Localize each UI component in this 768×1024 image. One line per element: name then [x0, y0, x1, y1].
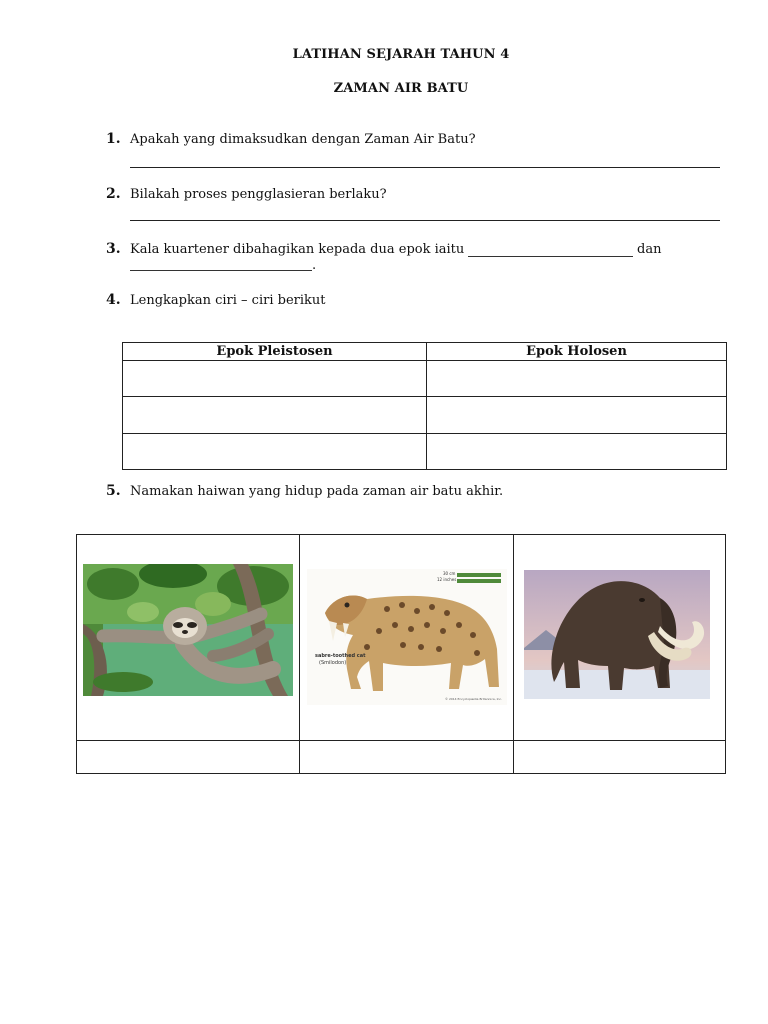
pleistosen-cell-1[interactable]: [123, 361, 427, 397]
worksheet-title: LATIHAN SEJARAH TAHUN 4: [292, 47, 510, 62]
question-4-text: Lengkapkan ciri – ciri berikut: [130, 293, 326, 308]
question-3-conjunction: dan: [637, 242, 662, 257]
question-2-number: 2.: [106, 186, 121, 202]
question-4-number: 4.: [106, 292, 121, 308]
traits-header-row: [123, 343, 727, 361]
question-3-number: 3.: [106, 241, 121, 257]
question-5-text: Namakan haiwan yang hidup pada zaman air batu akhir.: [130, 484, 504, 499]
animal-answer-cell-3[interactable]: [514, 741, 726, 775]
pleistosen-cell-3[interactable]: [123, 434, 427, 470]
cat-credit: © 2014 Encyclopædia Britannica, Inc.: [445, 697, 503, 701]
sabre-toothed-cat-illustration: [307, 569, 507, 705]
answer-line-2[interactable]: [130, 220, 720, 221]
cat-scale-inch: 12 inches: [437, 577, 457, 582]
cat-caption: sabre-toothed cat: [315, 653, 366, 659]
holosen-cell-3[interactable]: [427, 434, 727, 470]
holosen-cell-1[interactable]: [427, 361, 727, 397]
question-2-text: Bilakah proses pengglasieran berlaku?: [130, 187, 387, 202]
table-row: [123, 397, 727, 434]
question-3-end: .: [312, 258, 317, 273]
table-row: [123, 434, 727, 470]
pleistosen-cell-2[interactable]: [123, 397, 427, 434]
worksheet-subtitle: ZAMAN AIR BATU: [333, 81, 469, 96]
animal-grid: [76, 534, 726, 774]
holosen-cell-2[interactable]: [427, 397, 727, 434]
sloth-illustration: [83, 564, 293, 696]
header-holosen: Epok Holosen: [427, 343, 727, 361]
blank-epoch-2[interactable]: [130, 270, 312, 271]
cat-scale-cm: 30 cm: [443, 571, 456, 576]
woolly-mammoth-illustration: [524, 570, 710, 699]
question-5-number: 5.: [106, 483, 121, 499]
answer-line-1[interactable]: [130, 167, 720, 168]
animal-answer-cell-1[interactable]: [77, 741, 299, 775]
grid-divider: [299, 535, 300, 773]
question-1-text: Apakah yang dimaksudkan dengan Zaman Air Batu?: [130, 132, 476, 147]
grid-divider: [513, 535, 514, 773]
question-1-number: 1.: [106, 131, 121, 147]
question-3-text: Kala kuartener dibahagikan kepada dua epok iaitu: [130, 242, 465, 257]
animal-answer-cell-2[interactable]: [300, 741, 513, 775]
cat-caption-sub: (Smilodon): [319, 660, 347, 666]
header-pleistosen: Epok Pleistosen: [123, 343, 427, 361]
traits-table: [122, 342, 727, 470]
table-row: [123, 361, 727, 397]
blank-epoch-1[interactable]: [468, 256, 633, 257]
